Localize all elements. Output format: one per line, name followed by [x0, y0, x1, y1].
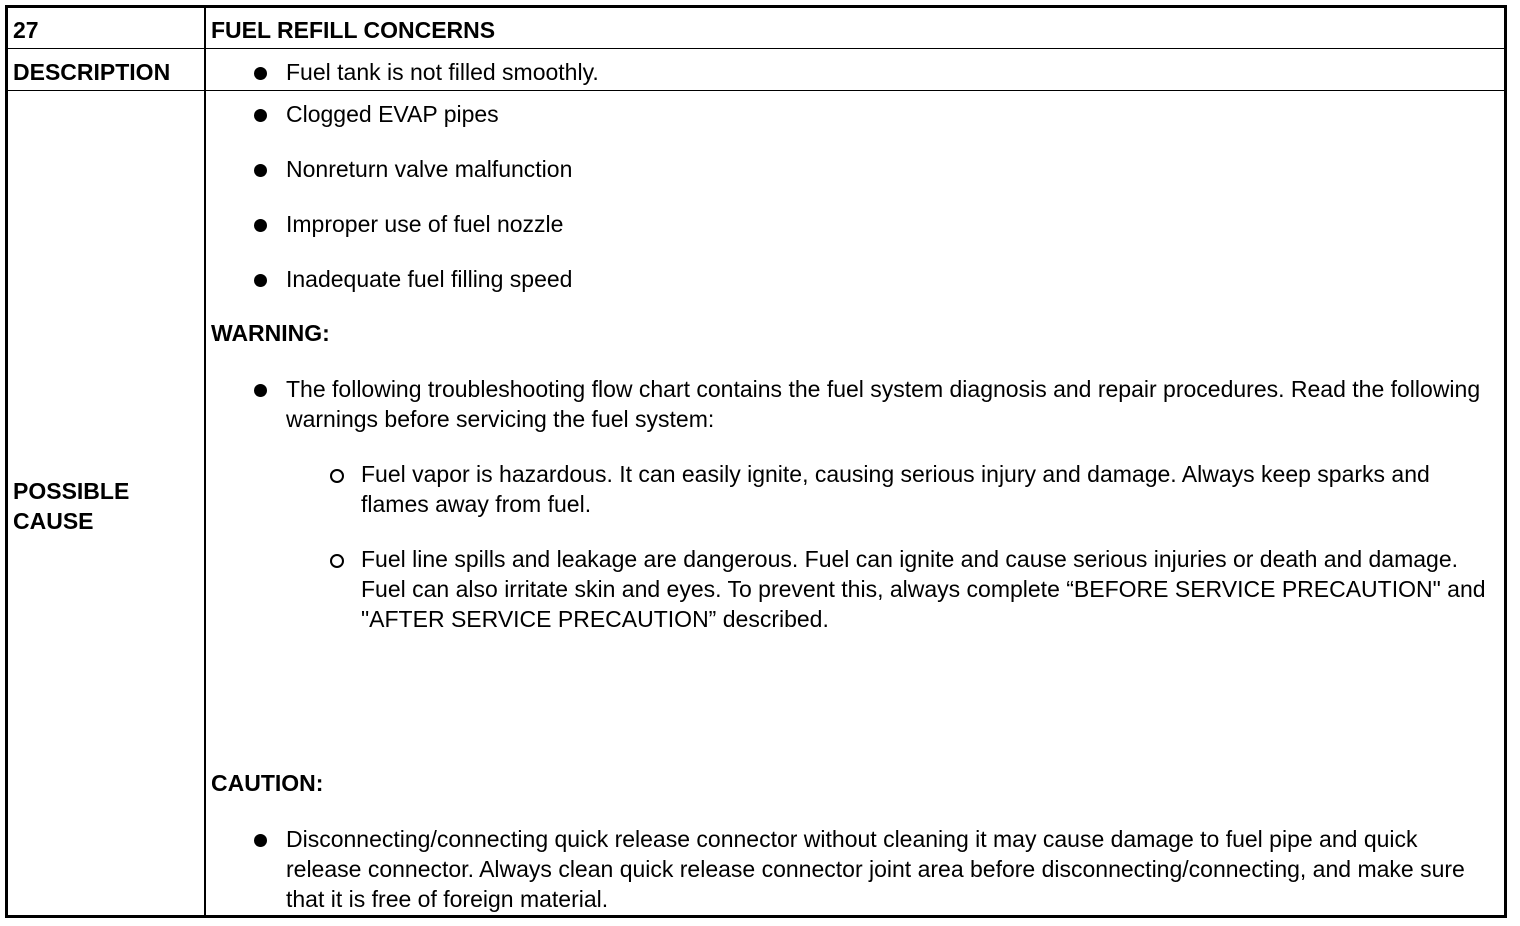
- bullet-icon: [254, 219, 267, 232]
- warning-sub-item: Fuel vapor is hazardous. It can easily ignite, causing serious injury and damage. Always keep sparks and flames away from fuel.: [361, 461, 1430, 517]
- bullet-icon: [254, 274, 267, 287]
- row-divider-description: [8, 90, 1504, 91]
- description-label: DESCRIPTION: [13, 59, 171, 85]
- bullet-icon: [254, 834, 267, 847]
- warning-heading: WARNING:: [211, 320, 330, 346]
- caution-heading: CAUTION:: [211, 770, 324, 796]
- sub-bullet-icon: [330, 469, 344, 483]
- item-title: FUEL REFILL CONCERNS: [211, 17, 496, 43]
- cause-item: Clogged EVAP pipes: [286, 101, 499, 127]
- cause-item: Improper use of fuel nozzle: [286, 211, 564, 237]
- possible-cause-label: [13, 476, 129, 536]
- row-divider-header: [8, 48, 1504, 49]
- bullet-icon: [254, 384, 267, 397]
- sub-bullet-icon: [330, 554, 344, 568]
- bullet-icon: [254, 67, 267, 80]
- possible-cause-label-line1: POSSIBLE: [13, 478, 130, 504]
- column-divider: [204, 8, 206, 915]
- diagnostic-table: [5, 5, 1507, 918]
- cause-item: Nonreturn valve malfunction: [286, 156, 573, 182]
- item-number: 27: [13, 17, 39, 43]
- possible-cause-label-line2: CAUSE: [13, 508, 94, 534]
- bullet-icon: [254, 164, 267, 177]
- warning-main-text: The following troubleshooting flow chart contains the fuel system diagnosis and repair procedures. Read the following warnings before servicing the fuel system:: [286, 376, 1481, 432]
- caution-main-text: Disconnecting/connecting quick release connector without cleaning it may cause damage to fuel pipe and quick release connector. Always clean quick release connector joint area before disconnecting/connecting, and make sure that it is free of foreign material.: [286, 826, 1465, 912]
- description-text: Fuel tank is not filled smoothly.: [286, 59, 599, 85]
- bullet-icon: [254, 109, 267, 122]
- warning-sub-item: Fuel line spills and leakage are dangerous. Fuel can ignite and cause serious injuries or death and damage. Fuel can also irritate skin and eyes. To prevent this, always complete “BEFORE SERVICE PRECAUTION" and "AFTER SERVICE PRECAUTION” described.: [361, 546, 1486, 632]
- cause-item: Inadequate fuel filling speed: [286, 266, 573, 292]
